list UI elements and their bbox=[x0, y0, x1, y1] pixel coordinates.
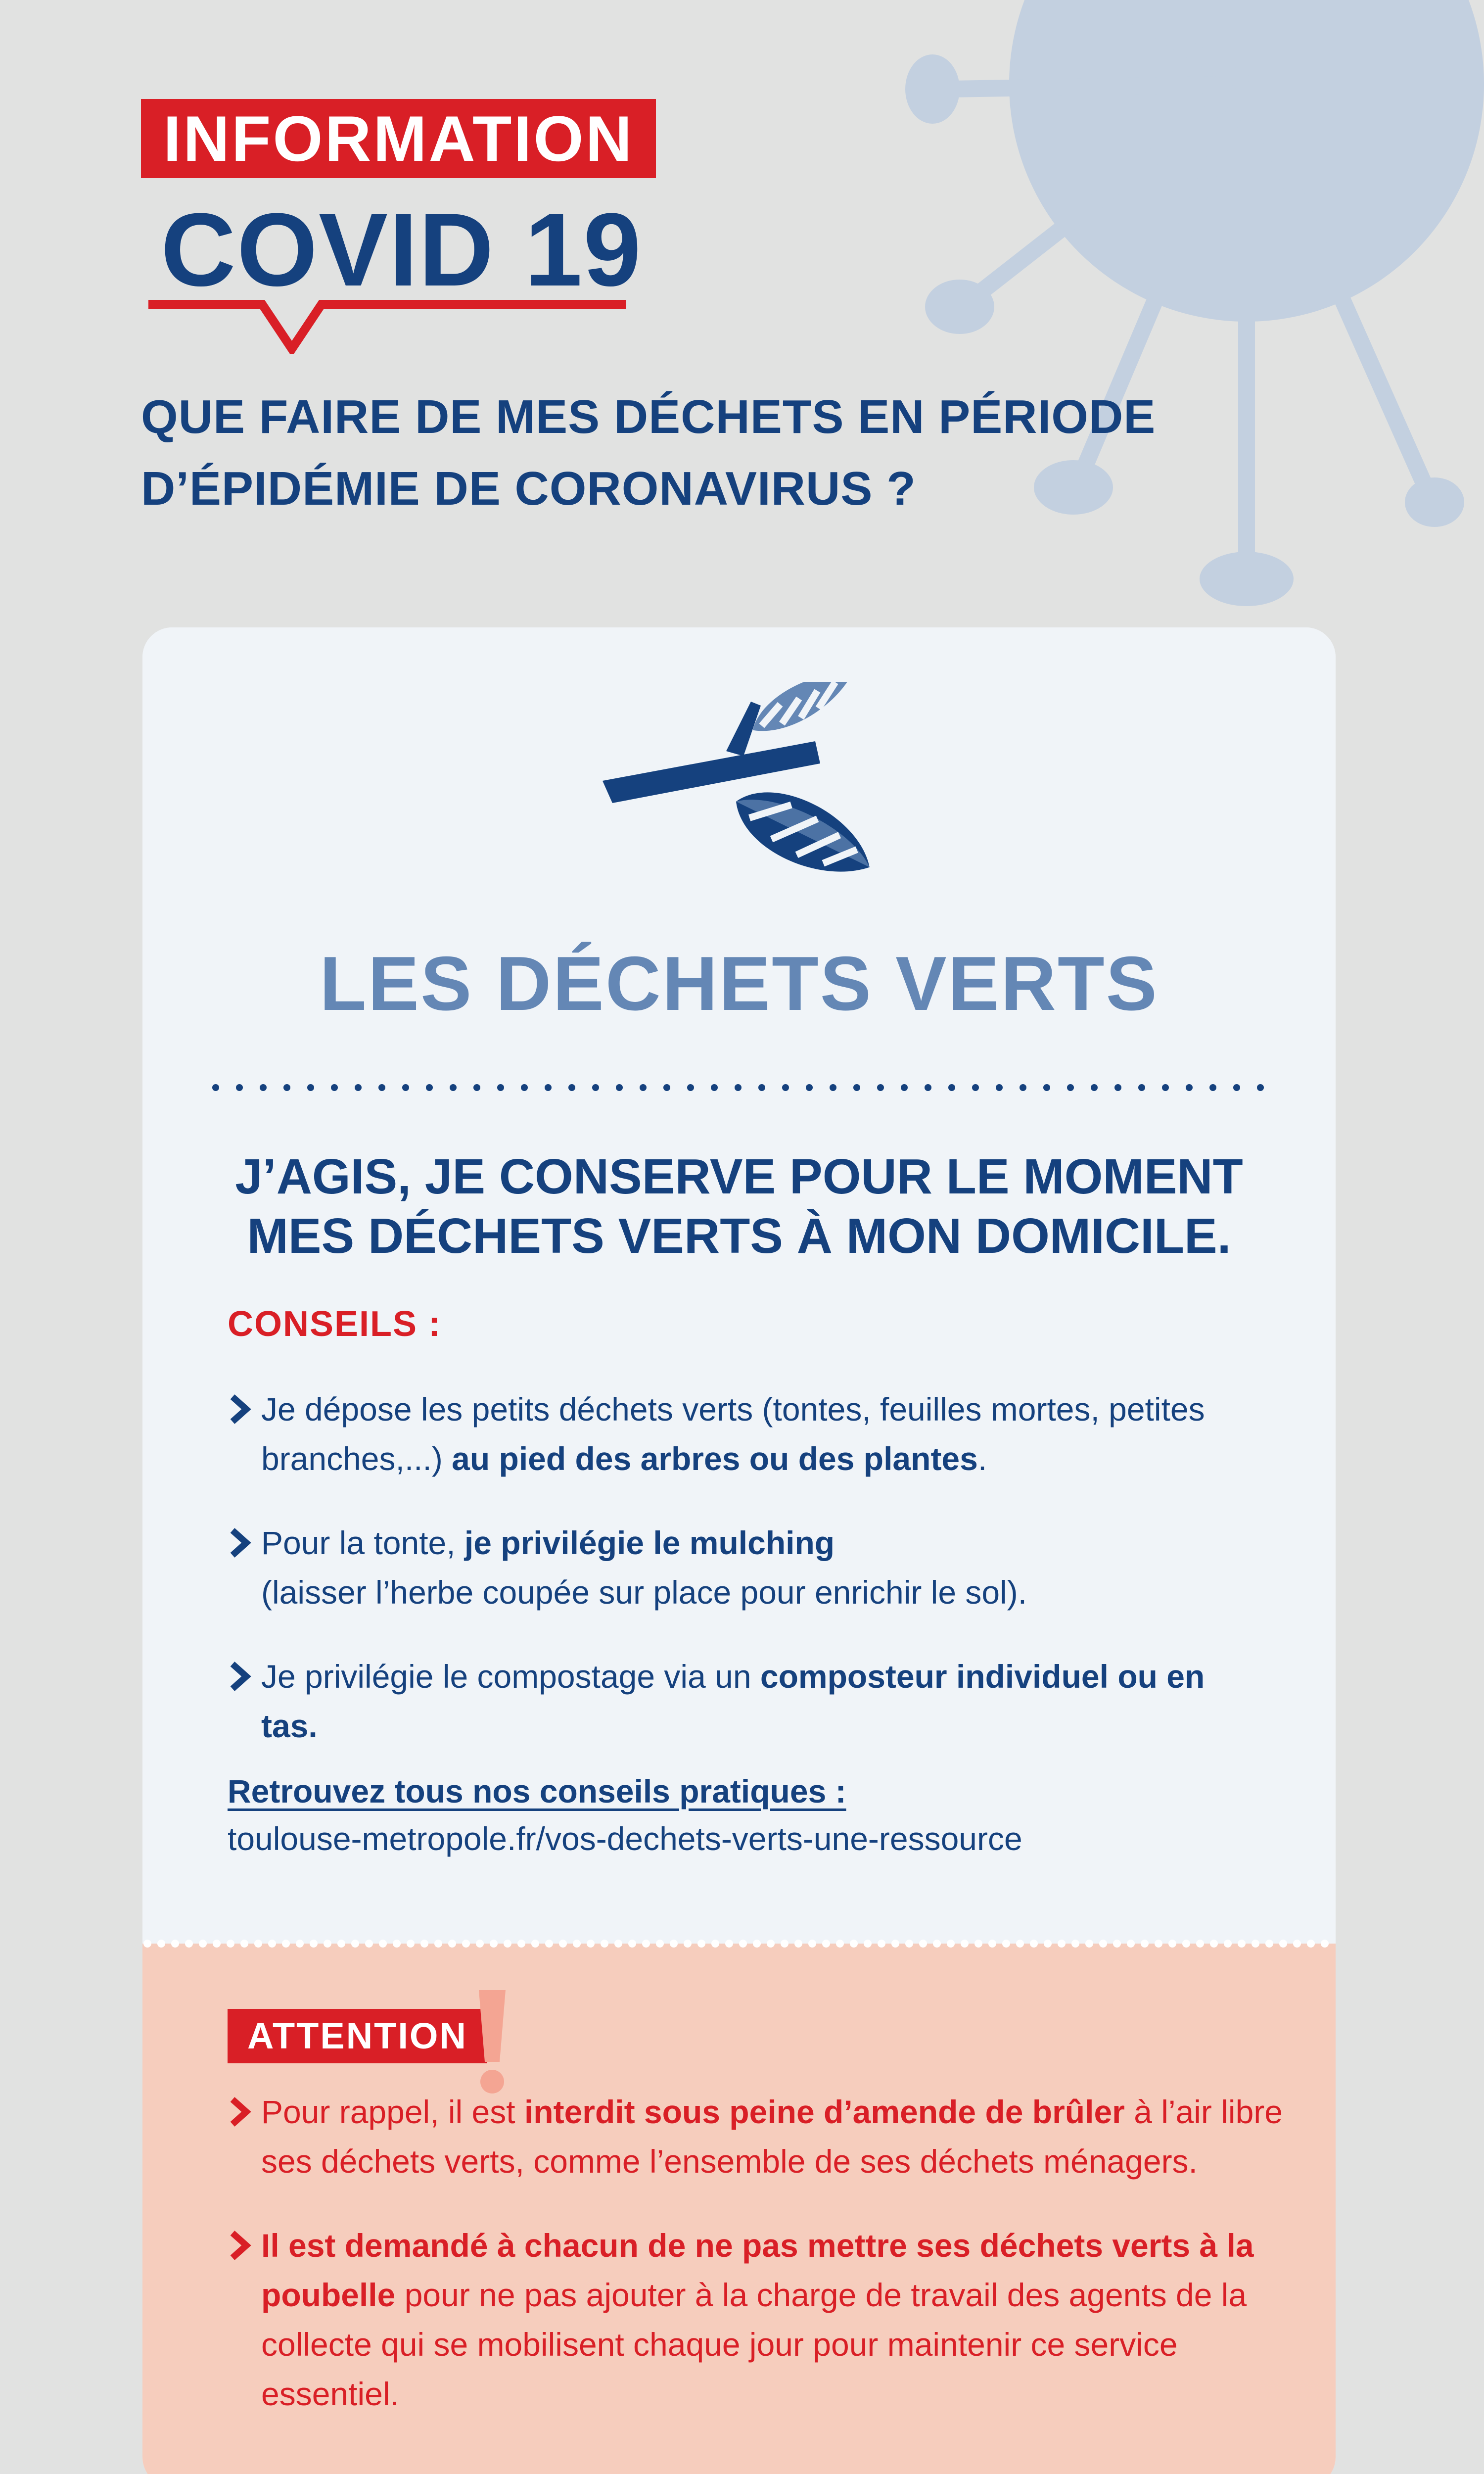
tip-text: Je privilégie le compostage via un bbox=[261, 1658, 760, 1695]
tip-text: Pour la tonte, bbox=[261, 1524, 464, 1561]
tip-text-end: . bbox=[977, 1440, 987, 1477]
scallop-dot bbox=[351, 1940, 359, 1948]
scallop-dot bbox=[282, 1940, 290, 1948]
chevron-right-icon bbox=[228, 2087, 252, 2137]
divider-dot bbox=[426, 1084, 433, 1091]
scallop-dot bbox=[1238, 1940, 1246, 1948]
divider-dot bbox=[1162, 1084, 1169, 1091]
scallop-dot bbox=[1002, 1940, 1010, 1948]
scallop-dot bbox=[836, 1940, 844, 1948]
scallop-dot bbox=[517, 1940, 525, 1948]
divider-dot bbox=[1067, 1084, 1074, 1091]
scallop-dot bbox=[1113, 1940, 1121, 1948]
scallop-dot bbox=[1182, 1940, 1190, 1948]
information-tag: INFORMATION bbox=[141, 99, 656, 178]
divider-dot bbox=[687, 1084, 694, 1091]
scallop-dot bbox=[614, 1940, 622, 1948]
scallop-dot bbox=[656, 1940, 664, 1948]
question-line-1: QUE FAIRE DE MES DÉCHETS EN PÉRIODE bbox=[141, 390, 1156, 443]
tip-bold: au pied des arbres ou des plantes bbox=[452, 1440, 978, 1477]
scallop-dot bbox=[1321, 1940, 1329, 1948]
scallop-dot bbox=[1099, 1940, 1107, 1948]
divider-dot bbox=[1257, 1084, 1264, 1091]
scallop-dot bbox=[1265, 1940, 1273, 1948]
divider-dot bbox=[1091, 1084, 1098, 1091]
divider-dot bbox=[1233, 1084, 1240, 1091]
scallop-dot bbox=[684, 1940, 692, 1948]
scallop-dot bbox=[822, 1940, 830, 1948]
scallop-dot bbox=[185, 1940, 193, 1948]
tip-bold: composteur individuel ou en tas. bbox=[261, 1658, 1205, 1744]
scallop-dot bbox=[850, 1940, 858, 1948]
scallop-dot bbox=[767, 1940, 775, 1948]
divider-dot bbox=[545, 1084, 552, 1091]
scallop-dot bbox=[1141, 1940, 1149, 1948]
divider-dot bbox=[450, 1084, 457, 1091]
divider-dot bbox=[1114, 1084, 1121, 1091]
scallop-dot bbox=[573, 1940, 581, 1948]
tip-bold: je privilégie le mulching bbox=[464, 1524, 835, 1561]
scallop-dot bbox=[199, 1940, 207, 1948]
divider-dot bbox=[1043, 1084, 1050, 1091]
scallop-dot bbox=[476, 1940, 484, 1948]
scallop-dot bbox=[808, 1940, 816, 1948]
scallop-dot bbox=[794, 1940, 802, 1948]
list-item bbox=[228, 2221, 1286, 2419]
scallop-dot bbox=[1085, 1940, 1093, 1948]
exclamation-icon bbox=[475, 1990, 510, 2094]
more-advice-link[interactable]: toulouse-metropole.fr/vos-dechets-verts-une-ressource bbox=[228, 1820, 1022, 1857]
scallop-dot bbox=[531, 1940, 539, 1948]
divider-dot bbox=[830, 1084, 836, 1091]
scallop-dot bbox=[1016, 1940, 1024, 1948]
scallop-dot bbox=[601, 1940, 608, 1948]
warnings-list bbox=[228, 2087, 1286, 2453]
divider-dot bbox=[663, 1084, 670, 1091]
scallop-dot bbox=[324, 1940, 331, 1948]
scallop-dot bbox=[143, 1940, 151, 1948]
divider-dot bbox=[592, 1084, 599, 1091]
scallop-dot bbox=[504, 1940, 511, 1948]
divider-dot bbox=[378, 1084, 385, 1091]
divider-dot bbox=[735, 1084, 742, 1091]
question-line-2: D’ÉPIDÉMIE DE CORONAVIRUS ? bbox=[141, 462, 916, 515]
scallop-dot bbox=[559, 1940, 567, 1948]
warning-text: Pour rappel, il est bbox=[261, 2093, 524, 2130]
scallop-dot bbox=[296, 1940, 304, 1948]
scallop-dot bbox=[1279, 1940, 1287, 1948]
section-title: LES DÉCHETS VERTS bbox=[320, 941, 1159, 1026]
conseils-label: CONSEILS : bbox=[228, 1304, 442, 1344]
scallop-dot bbox=[490, 1940, 498, 1948]
scallop-dot bbox=[905, 1940, 913, 1948]
speech-bubble-underline bbox=[148, 299, 626, 354]
scallop-dot bbox=[781, 1940, 788, 1948]
divider-dot bbox=[260, 1084, 267, 1091]
divider-dot bbox=[853, 1084, 860, 1091]
scallop-dot bbox=[878, 1940, 885, 1948]
scallop-dot bbox=[697, 1940, 705, 1948]
scallop-dot bbox=[407, 1940, 415, 1948]
divider-dot bbox=[640, 1084, 647, 1091]
chevron-right-icon bbox=[228, 1384, 252, 1434]
divider-dot bbox=[473, 1084, 480, 1091]
scallop-dot bbox=[891, 1940, 899, 1948]
scallop-dot bbox=[1196, 1940, 1204, 1948]
list-item bbox=[228, 1518, 1266, 1617]
scallop-dot bbox=[1058, 1940, 1066, 1948]
page-question bbox=[141, 381, 1279, 524]
scallop-dot bbox=[725, 1940, 733, 1948]
scallop-dot bbox=[988, 1940, 996, 1948]
scallop-dot bbox=[240, 1940, 248, 1948]
green-waste-branch-icon bbox=[603, 682, 880, 909]
scallop-dot bbox=[739, 1940, 747, 1948]
list-item bbox=[228, 1652, 1266, 1751]
divider-dot bbox=[1209, 1084, 1216, 1091]
covid-title: COVID 19 bbox=[161, 191, 642, 308]
scallop-dot bbox=[947, 1940, 955, 1948]
list-item bbox=[228, 2087, 1286, 2186]
divider-dot bbox=[901, 1084, 908, 1091]
divider-dot bbox=[1186, 1084, 1193, 1091]
divider-dot bbox=[782, 1084, 789, 1091]
warning-bold: Il est demandé à chacun de ne pas mettre ses déchets verts à la poubelle bbox=[261, 2227, 1254, 2313]
scallop-dot bbox=[642, 1940, 650, 1948]
chevron-right-icon bbox=[228, 2221, 252, 2270]
scallop-dot bbox=[753, 1940, 761, 1948]
divider-dot bbox=[568, 1084, 575, 1091]
divider-dot bbox=[948, 1084, 955, 1091]
divider-dot bbox=[711, 1084, 718, 1091]
scallop-dot bbox=[227, 1940, 234, 1948]
divider-dot bbox=[331, 1084, 338, 1091]
scallop-dot bbox=[1168, 1940, 1176, 1948]
lead-line-2: MES DÉCHETS VERTS À MON DOMICILE. bbox=[247, 1208, 1231, 1264]
scallop-dot bbox=[448, 1940, 456, 1948]
divider-dot bbox=[806, 1084, 813, 1091]
warning-text-end: à l’air libre ses déchets verts, comme l’ensemble de ses déchets ménagers. bbox=[261, 2093, 1283, 2180]
coronavirus-icon bbox=[890, 0, 1484, 643]
header bbox=[141, 99, 642, 356]
scallop-dot bbox=[1044, 1940, 1052, 1948]
scallop-dot bbox=[961, 1940, 969, 1948]
scallop-dot bbox=[1155, 1940, 1162, 1948]
chevron-right-icon bbox=[228, 1652, 252, 1701]
scallop-dot bbox=[1071, 1940, 1079, 1948]
tips-list bbox=[228, 1384, 1266, 1785]
scallop-dot bbox=[434, 1940, 442, 1948]
lead-statement bbox=[142, 1147, 1336, 1266]
scallop-dot bbox=[1224, 1940, 1232, 1948]
chevron-right-icon bbox=[228, 1518, 252, 1568]
scallop-dot bbox=[393, 1940, 401, 1948]
scallop-dot bbox=[1307, 1940, 1315, 1948]
scallop-dot bbox=[213, 1940, 221, 1948]
scallop-dot bbox=[337, 1940, 345, 1948]
scallop-dot bbox=[1210, 1940, 1218, 1948]
divider-dot bbox=[616, 1084, 623, 1091]
divider-dot bbox=[497, 1084, 504, 1091]
scallop-dot bbox=[171, 1940, 179, 1948]
warning-bold: interdit sous peine d’amende de brûler bbox=[524, 2093, 1125, 2130]
scallop-dot bbox=[711, 1940, 719, 1948]
dotted-divider bbox=[212, 1083, 1275, 1093]
divider-dot bbox=[758, 1084, 765, 1091]
more-advice-label[interactable]: Retrouvez tous nos conseils pratiques : bbox=[228, 1773, 846, 1809]
scallop-dot bbox=[628, 1940, 636, 1948]
scallop-dot bbox=[268, 1940, 276, 1948]
tip-text: Je dépose les petits déchets verts (tontes, feuilles mortes, petites branches,...) bbox=[261, 1391, 1205, 1477]
info-card bbox=[142, 627, 1336, 2474]
scallop-dot bbox=[974, 1940, 982, 1948]
scallop-dot bbox=[933, 1940, 941, 1948]
lead-line-1: J’AGIS, JE CONSERVE POUR LE MOMENT bbox=[235, 1149, 1243, 1204]
divider-dot bbox=[521, 1084, 528, 1091]
scallop-dot bbox=[379, 1940, 387, 1948]
scallop-dot bbox=[420, 1940, 428, 1948]
divider-dot bbox=[1020, 1084, 1026, 1091]
scallop-dot bbox=[1127, 1940, 1135, 1948]
divider-dot bbox=[1138, 1084, 1145, 1091]
divider-dot bbox=[996, 1084, 1003, 1091]
warning-text-end: pour ne pas ajouter à la charge de travail des agents de la collecte qui se mobilisent chaque jour pour maintenir ce service essentiel. bbox=[261, 2277, 1247, 2412]
scallop-dot bbox=[254, 1940, 262, 1948]
scalloped-divider bbox=[142, 1938, 1336, 1950]
divider-dot bbox=[236, 1084, 243, 1091]
attention-tag: ATTENTION bbox=[228, 2009, 487, 2063]
tip-text-end: (laisser l’herbe coupée sur place pour enrichir le sol). bbox=[261, 1574, 1027, 1611]
divider-dot bbox=[307, 1084, 314, 1091]
scallop-dot bbox=[1252, 1940, 1259, 1948]
divider-dot bbox=[283, 1084, 290, 1091]
scallop-dot bbox=[587, 1940, 595, 1948]
scallop-dot bbox=[1030, 1940, 1038, 1948]
scallop-dot bbox=[1293, 1940, 1301, 1948]
divider-dot bbox=[925, 1084, 931, 1091]
divider-dot bbox=[402, 1084, 409, 1091]
divider-dot bbox=[355, 1084, 362, 1091]
scallop-dot bbox=[919, 1940, 927, 1948]
list-item bbox=[228, 1384, 1266, 1483]
divider-dot bbox=[877, 1084, 884, 1091]
scallop-dot bbox=[157, 1940, 165, 1948]
scallop-dot bbox=[462, 1940, 470, 1948]
scallop-dot bbox=[545, 1940, 553, 1948]
divider-dot bbox=[972, 1084, 979, 1091]
scallop-dot bbox=[864, 1940, 872, 1948]
scallop-dot bbox=[365, 1940, 373, 1948]
divider-dot bbox=[212, 1084, 219, 1091]
scallop-dot bbox=[670, 1940, 678, 1948]
scallop-dot bbox=[310, 1940, 318, 1948]
